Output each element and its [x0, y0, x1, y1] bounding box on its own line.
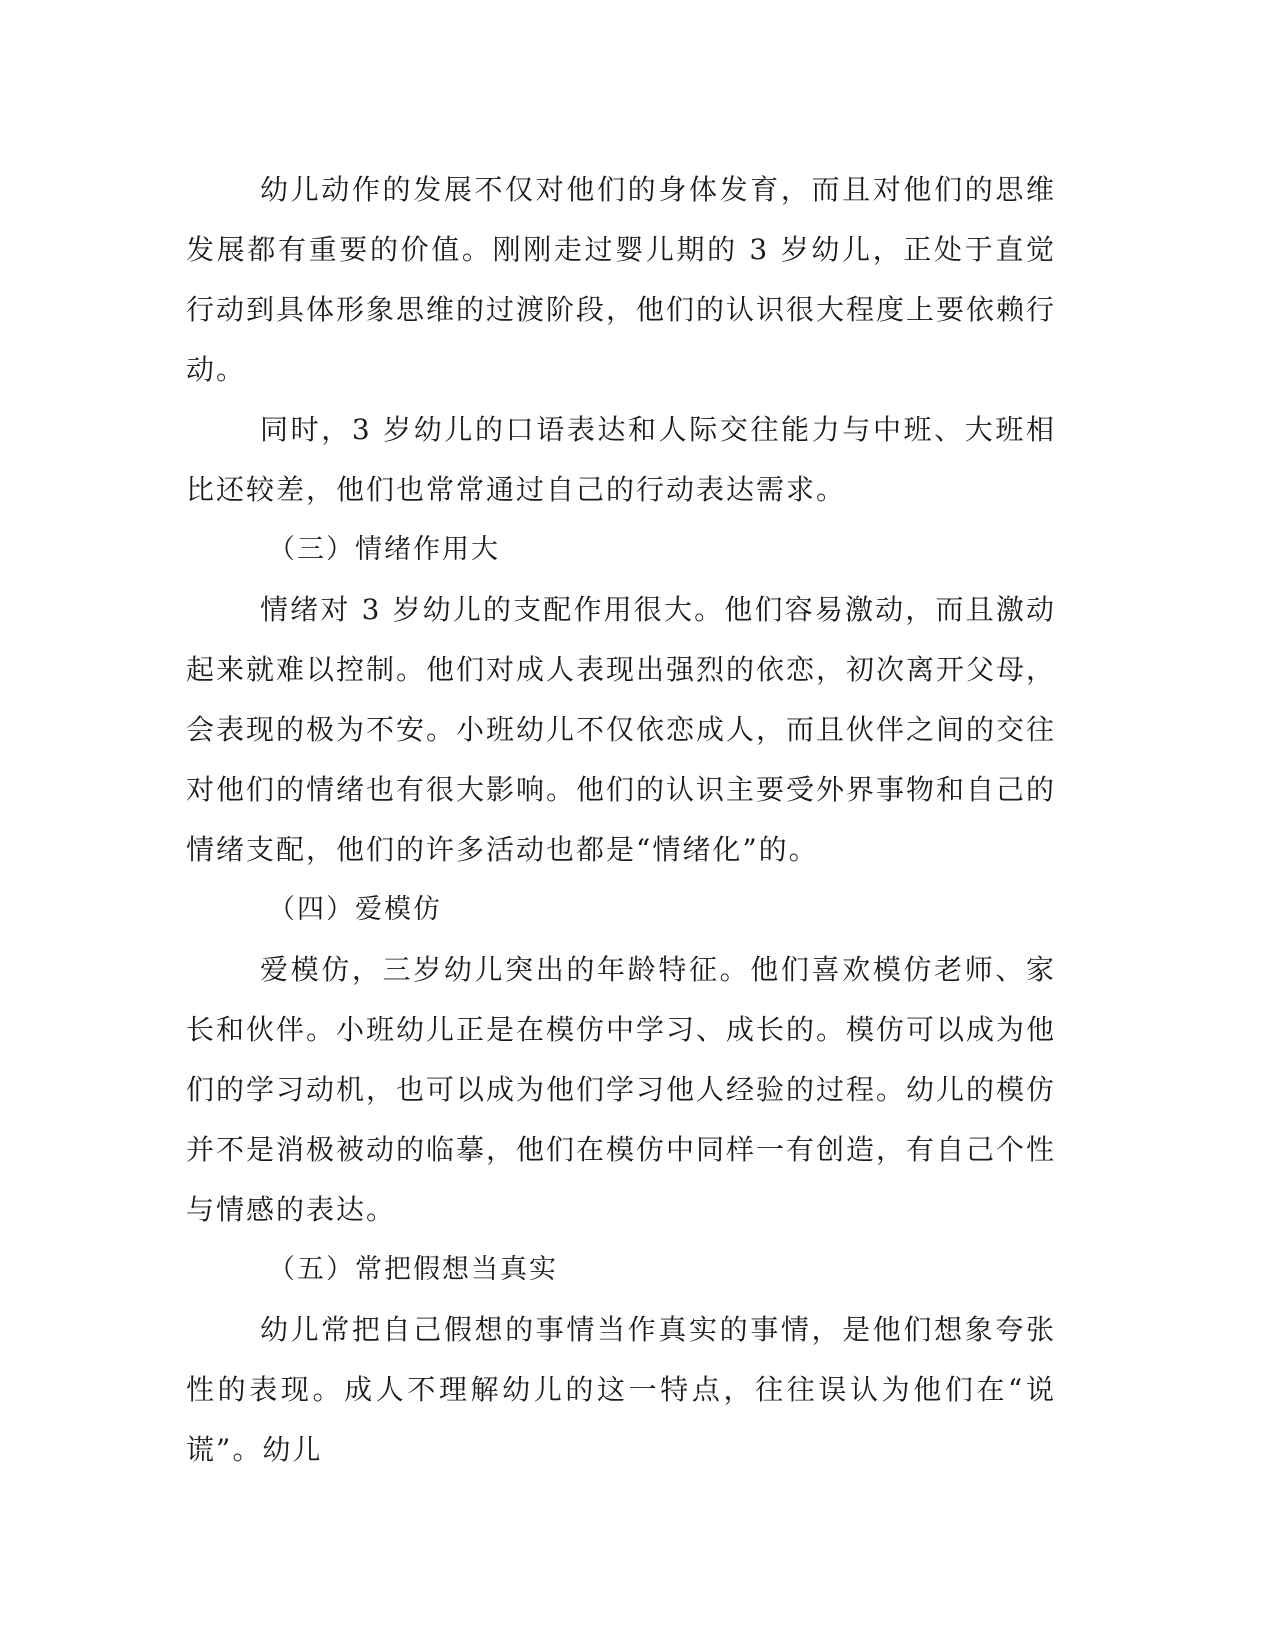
section-heading-emotion: （三）情绪作用大: [268, 534, 500, 565]
document-body: [186, 160, 1056, 1480]
paragraph-motor-development: 幼儿动作的发展不仅对他们的身体发育，而且对他们的思维发展都有重要的价值。刚刚走过婴儿期的 3 岁幼儿，正处于直觉行动到具体形象思维的过渡阶段，他们的认识很大程度上要依赖行动。: [186, 173, 1057, 386]
paragraph-language-ability: 同时，3 岁幼儿的口语表达和人际交往能力与中班、大班相比还较差，他们也常常通过自己的行动表达需求。: [186, 413, 1056, 506]
paragraph-imagination: 幼儿常把自己假想的事情当作真实的事情，是他们想象夸张性的表现。成人不理解幼儿的这一特点，往往误认为他们在“说谎”。幼儿: [186, 1313, 1056, 1466]
paragraph-emotion: 情绪对 3 岁幼儿的支配作用很大。他们容易激动，而且激动起来就难以控制。他们对成人表现出强烈的依恋，初次离开父母，会表现的极为不安。小班幼儿不仅依恋成人，而且伙伴之间的交往对他们的情绪也有很大影响。他们的认识主要受外界事物和自己的情绪支配，他们的许多活动也都是“情绪化”的。: [186, 593, 1057, 866]
paragraph-imitation: 爱模仿，三岁幼儿突出的年龄特征。他们喜欢模仿老师、家长和伙伴。小班幼儿正是在模仿中学习、成长的。模仿可以成为他们的学习动机，也可以成为他们学习他人经验的过程。幼儿的模仿并不是消极被动的临摹，他们在模仿中同样一有创造，有自己个性与情感的表达。: [186, 953, 1057, 1226]
section-heading-imitation: （四）爱模仿: [268, 894, 442, 925]
section-heading-imagination: （五）常把假想当真实: [268, 1254, 558, 1285]
